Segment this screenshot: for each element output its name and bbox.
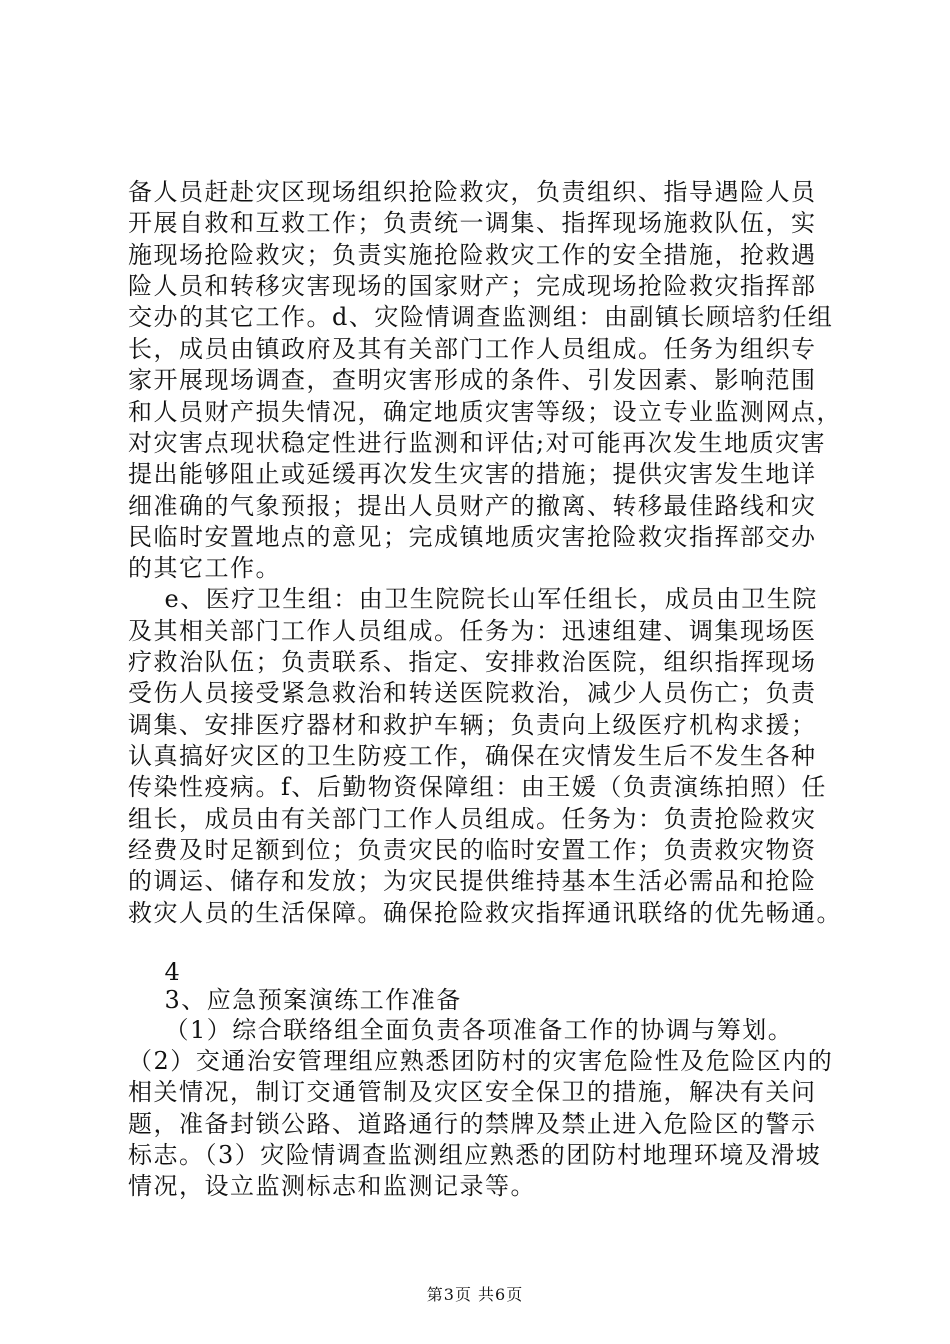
text-line: 家开展现场调查，查明灾害形成的条件、引发因素、影响范围 xyxy=(128,366,817,394)
text-line: 险人员和转移灾害现场的国家财产；完成现场抢险救灾指挥部 xyxy=(128,272,817,300)
text-line: 相关情况，制订交通管制及灾区安全保卫的措施，解决有关问 xyxy=(128,1078,817,1106)
text-line: 传染性疫病。f、后勤物资保障组：由王媛（负责演练拍照）任 xyxy=(128,773,827,801)
text-line: 细准确的气象预报；提出人员财产的撤离、转移最佳路线和灾 xyxy=(128,492,817,520)
text-line: 备人员赶赴灾区现场组织抢险救灾，负责组织、指导遇险人员 xyxy=(128,178,817,206)
text-line: 题，准备封锁公路、道路通行的禁牌及禁止进入危险区的警示 xyxy=(128,1110,817,1138)
text-line: 受伤人员接受紧急救治和转送医院救治，减少人员伤亡；负责 xyxy=(128,679,817,707)
text-line: 疗救治队伍；负责联系、指定、安排救治医院，组织指挥现场 xyxy=(128,648,817,676)
text-line: 及其相关部门工作人员组成。任务为：迅速组建、调集现场医 xyxy=(128,617,817,645)
section-heading: 3、应急预案演练工作准备 xyxy=(128,986,462,1014)
text-line: e、医疗卫生组：由卫生院院长山军任组长，成员由卫生院 xyxy=(128,585,818,613)
page-number-marker: 4 xyxy=(128,958,182,986)
text-line: 救灾人员的生活保障。确保抢险救灾指挥通讯联络的优先畅通。 xyxy=(128,899,842,927)
text-line: 提出能够阻止或延缓再次发生灾害的措施；提供灾害发生地详 xyxy=(128,460,817,488)
text-line: 和人员财产损失情况，确定地质灾害等级；设立专业监测网点， xyxy=(128,398,842,426)
text-line: 交办的其它工作。d、灾险情调查监测组：由副镇长顾培豹任组 xyxy=(128,303,834,331)
text-line: 的其它工作。 xyxy=(128,554,281,582)
text-line: 长，成员由镇政府及其有关部门工作人员组成。任务为组织专 xyxy=(128,335,817,363)
text-line: 调集、安排医疗器材和救护车辆；负责向上级医疗机构求援； xyxy=(128,711,817,739)
text-line: （1）综合联络组全面负责各项准备工作的协调与筹划。 xyxy=(128,1016,794,1044)
text-line: 经费及时足额到位；负责灾民的临时安置工作；负责救灾物资 xyxy=(128,836,817,864)
text-line: （2）交通治安管理组应熟悉团防村的灾害危险性及危险区内的 xyxy=(128,1047,834,1075)
text-line: 民临时安置地点的意见；完成镇地质灾害抢险救灾指挥部交办 xyxy=(128,523,817,551)
text-line: 组长，成员由有关部门工作人员组成。任务为：负责抢险救灾 xyxy=(128,805,817,833)
text-line: 施现场抢险救灾；负责实施抢险救灾工作的安全措施，抢救遇 xyxy=(128,241,817,269)
text-line: 标志。（3）灾险情调查监测组应熟悉的团防村地理环境及滑坡 xyxy=(128,1141,822,1169)
text-line: 的调运、储存和发放；为灾民提供维持基本生活必需品和抢险 xyxy=(128,867,817,895)
page-footer: 第3页 共6页 xyxy=(426,1285,524,1304)
text-line: 对灾害点现状稳定性进行监测和评估;对可能再次发生地质灾害 xyxy=(128,429,827,457)
text-line: 认真搞好灾区的卫生防疫工作，确保在灾情发生后不发生各种 xyxy=(128,742,817,770)
text-line: 情况，设立监测标志和监测记录等。 xyxy=(128,1172,536,1200)
text-line: 开展自救和互救工作；负责统一调集、指挥现场施救队伍，实 xyxy=(128,209,817,237)
